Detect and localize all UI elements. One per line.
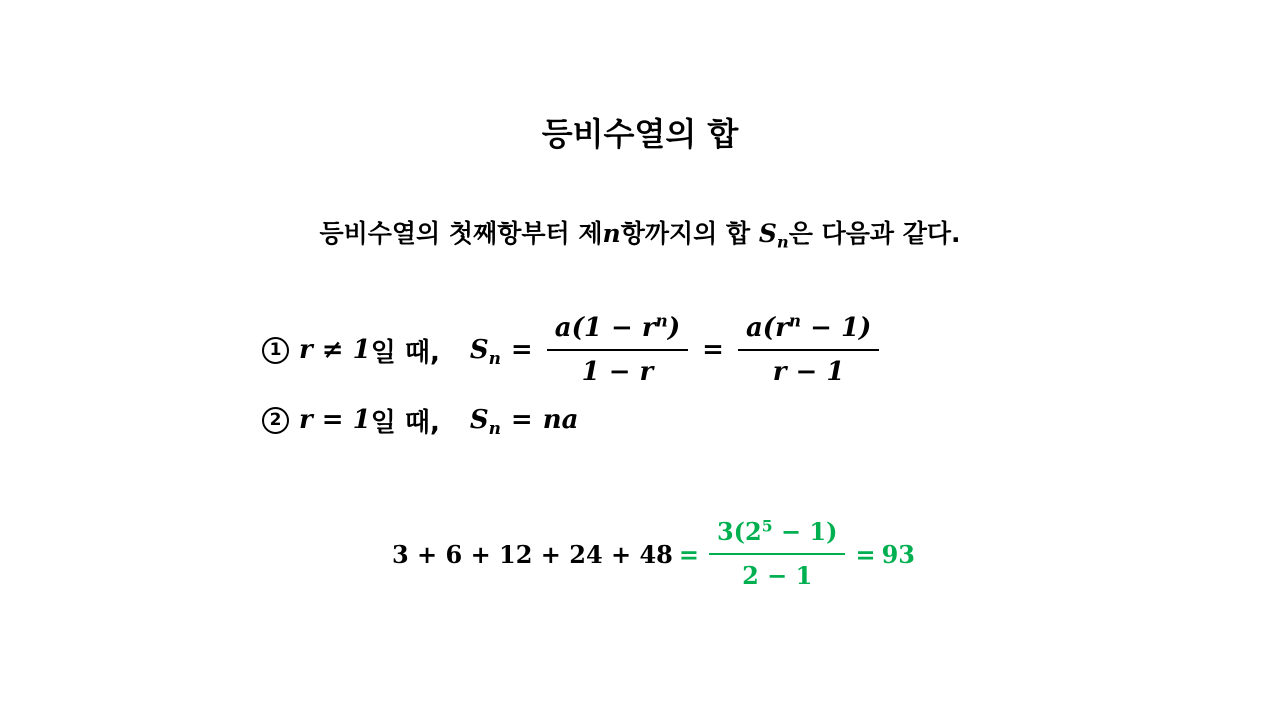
case2-condition: r = 1	[299, 405, 371, 435]
formula-case-2	[262, 398, 578, 442]
fraction-2-denominator: r − 1	[772, 357, 845, 387]
example-calculation	[392, 512, 915, 596]
formula-case-1	[262, 312, 883, 388]
case2-sum-symbol	[469, 405, 501, 438]
intro-text-2: 항까지의 합	[620, 219, 759, 248]
fraction-2-numerator: $a(r^n - 1)$	[738, 311, 879, 351]
case2-rhs: na	[542, 405, 579, 435]
case1-fraction-2	[738, 311, 879, 389]
case2-when: 일 때,	[370, 407, 440, 438]
case1-condition: r ≠ 1	[299, 335, 371, 365]
circled-number-1: 1	[262, 337, 289, 364]
case1-S: S	[469, 335, 489, 365]
fraction-1-numerator: $a(1 - r^n)$	[547, 311, 688, 351]
case1-sub: n	[488, 347, 501, 368]
intro-text-3: 은 다음과 같다.	[788, 219, 961, 248]
intro-sum-sub: n	[776, 232, 789, 252]
intro-sentence	[0, 212, 1280, 256]
intro-sum-S: S	[758, 219, 777, 248]
example-denominator: 2 − 1	[742, 561, 813, 590]
case1-equals-1: =	[510, 335, 533, 365]
intro-var-n: n	[602, 219, 621, 248]
intro-text-1: 등비수열의 첫째항부터 제	[319, 219, 603, 248]
example-numerator: $3(2^5 - 1)$	[709, 515, 846, 555]
example-equals-1: =	[678, 539, 699, 569]
case2-equals: =	[510, 405, 533, 435]
example-lhs: 3 + 6 + 12 + 24 + 48	[392, 539, 673, 569]
intro-sum-symbol	[758, 219, 789, 252]
example-fraction	[709, 515, 846, 593]
case1-when: 일 때,	[370, 337, 440, 368]
example-equals-2: =	[855, 539, 876, 569]
case2-S: S	[469, 405, 489, 435]
case1-fraction-1	[547, 311, 688, 389]
page-title: 등비수열의 합	[541, 115, 739, 153]
fraction-1-denominator: 1 − r	[581, 357, 654, 387]
case1-equals-2: =	[702, 335, 724, 365]
circled-number-2: 2	[262, 407, 289, 434]
example-result: 93	[881, 539, 915, 569]
case2-sub: n	[488, 417, 501, 438]
case1-sum-symbol	[469, 335, 501, 368]
